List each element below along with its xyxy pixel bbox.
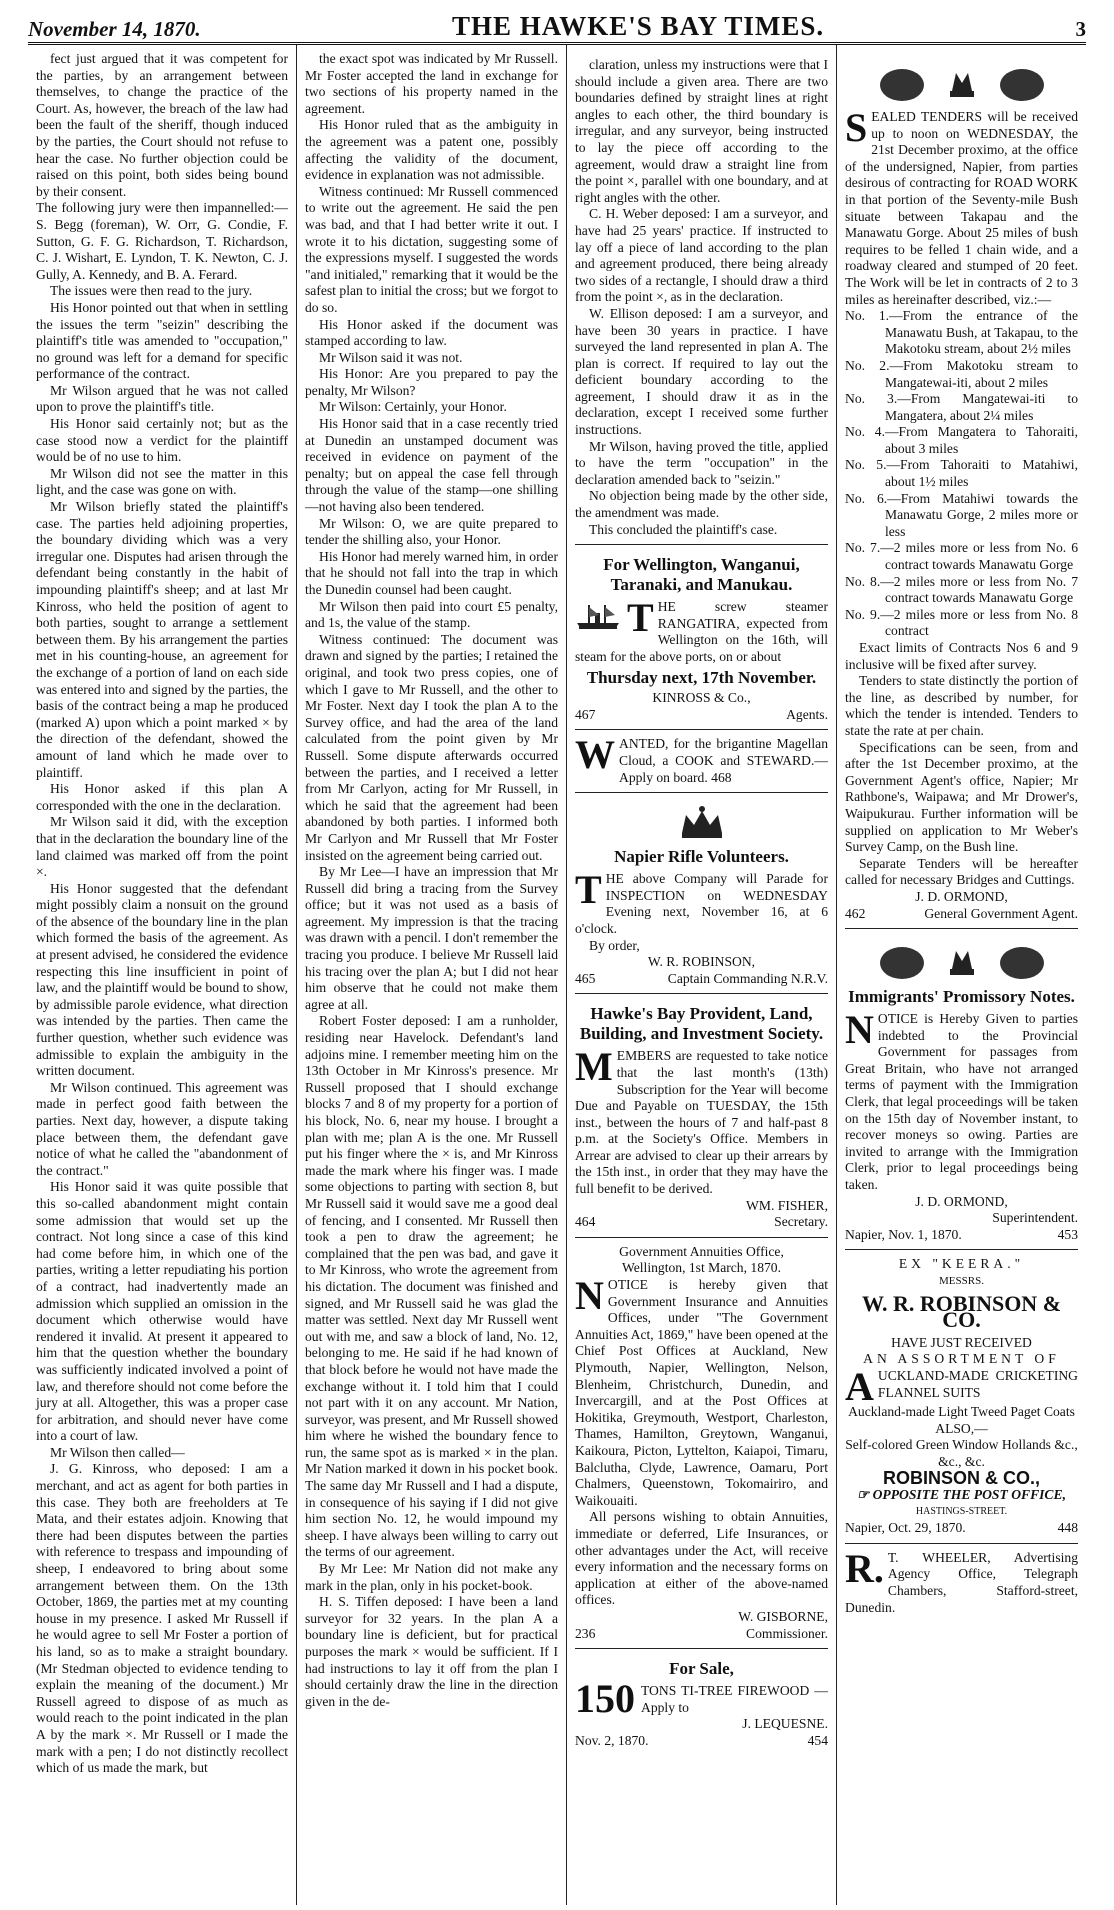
article-paragraph: His Honor: Are you prepared to pay the penalty, Mr Wilson? bbox=[305, 366, 558, 398]
ad-immigrants-notes bbox=[845, 929, 1078, 1250]
ad-heading: EX "KEERA." bbox=[898, 1256, 1025, 1272]
signatory-name: J. D. ORMOND, bbox=[915, 888, 1008, 904]
issue-date: November 14, 1870. bbox=[28, 17, 201, 41]
signatory-name: J. LEQUESNE. bbox=[742, 1716, 828, 1732]
column-4 bbox=[836, 45, 1086, 1905]
article-paragraph: By Mr Lee: Mr Nation did not make any mark in the plan, only in his pocket-book. bbox=[305, 1561, 558, 1593]
steamship-icon bbox=[575, 601, 621, 633]
ad-note: Specifications can be seen, from and after the 1st December proximo, at the Government Agent's office, Napier; Mr Rathbone's, Waipawa; and Mr Drower's, Waipukurau. Further information will be supplied on application to Mr Weber's Survey Camp, on the Bush line. bbox=[845, 739, 1078, 855]
ad-number: 465 bbox=[575, 970, 596, 986]
drop-cap: T bbox=[575, 867, 602, 913]
ad-body: HE screw steamer RANGATIRA, expected from Wellington on the 16th, will steam for the above ports, on or about bbox=[575, 599, 828, 664]
signatory-name: J. D. ORMOND, bbox=[915, 1193, 1008, 1209]
article-paragraph: Mr Wilson continued. This agreement was made in perfect good faith between the parties. Next day, however, a dispute taking place between them, the defendant gave notice of what he called the "abandonment of the contract." bbox=[36, 1079, 288, 1178]
firm-street: HASTINGS-STREET. bbox=[915, 1505, 1008, 1517]
article-paragraph: the exact spot was indicated by Mr Russell. Mr Foster accepted the land in exchange for two sections of his property named in the agreement. bbox=[305, 51, 558, 116]
drop-cap: N bbox=[575, 1273, 604, 1319]
ad-rifle-volunteers bbox=[575, 793, 828, 994]
jury-list: The following jury were then impannelled:—S. Begg (foreman), W. Orr, G. Condie, F. Sutton, G. F. G. Richardson, T. Richardson, C. J. Wishart, E. Lyndon, T. K. Newton, C. J. Gully, A. Kennedy, and B. A. Ferard. bbox=[36, 200, 288, 282]
ad-subheading: AN ASSORTMENT OF bbox=[863, 1351, 1060, 1367]
list-item: No. 6.—From Matahiwi towards the Manawatu Gorge, 2 miles more or less bbox=[845, 490, 1078, 539]
signatory-name: WM. FISHER, bbox=[746, 1197, 828, 1213]
drop-cap: A bbox=[845, 1363, 874, 1409]
list-item: No. 5.—From Tahoraiti to Matahiwi, about 1½ miles bbox=[845, 457, 1078, 490]
signatory-name: W. GISBORNE, bbox=[738, 1608, 828, 1624]
agent-name: KINROSS & Co., bbox=[652, 690, 751, 706]
article-paragraph: Robert Foster deposed: I am a runholder, residing near Havelock. Defendant's land adjoins mine. I remember meeting him on the 13th October in Mr Kinross's presence. Mr Russell proposed that I should exchange blocks 7 and 8 of my property for a portion of his block, No. 6, near my house. I brought a plan with me; plan A is the one. Mr Russell put his finger where the × is, and Mr Kinross made the mark where his finger was. I made some objections to parting with section 8, but Mr Russell said it would save me a good deal of fencing, and I consented. Mr Russell then took a pen to draw the agreement; he complained that the pen was bad, and gave it to Mr Kinross, who wrote the agreement from his dictation. The document was finished and signed, and Mr Russell said he was glad the matter was settled. Next day Mr Russell went out with me, and saw a block of land, No. 12, belonging to me. He said if he had known of that block before he would not have made the exchange without it. I told him that I could not part with it on any account. Mr Nation, surveyor, was present, and Mr Russell showed him where he wished the boundary fence to run, the same spot as is marked × in the plan. Mr Nation marked it down in his pocket book. The same day Mr Russell and I had a dispute, in consequence of his saying if I did not give him section No. 12, he would impound my sheep. I have always been willing to carry out the terms of our agreement. bbox=[305, 1013, 558, 1560]
ad-body: T. WHEELER, Advertising Agency Office, Telegraph Chambers, Stafford-street, Dunedin. bbox=[845, 1549, 1078, 1615]
column-1 bbox=[28, 45, 296, 1905]
article-paragraph: Mr Wilson said it was not. bbox=[319, 349, 463, 365]
article-paragraph: Mr Wilson briefly stated the plaintiff's case. The parties held adjoining properties, the boundary dividing which was a very irregular one. Disputes had arisen through the defendant being constantly in the habit of impounding plaintiff's sheep; and at last Mr Kinross, who held the position of agent to both parties, sought to arrange a settlement between them. By his arrangement the parties met in his counting-house, an agreement for the exchange of a portion of land on each side was entered into and signed by the parties, the basis of the contract being a map he produced (marked A) upon which a point marked × by the direction of the defendant, showed the amount of land which he made over to plaintiff. bbox=[36, 499, 288, 780]
ad-building-society bbox=[575, 994, 828, 1238]
article-paragraph: Mr Wilson did not see the matter in this light, and the case was gone on with. bbox=[36, 465, 288, 498]
article-paragraph: The issues were then read to the jury. bbox=[50, 283, 253, 299]
article-paragraph: fect just argued that it was competent for the parties, by an arrangement between themselves, to change the practice of the Court. As, however, the breach of the law had been the fault of the sheriff, though induced by the parties, the Court should not refuse to hear the case. No further objection could be raised on this point, both sides being bound by their consent. bbox=[36, 51, 288, 199]
ad-number: 448 bbox=[1057, 1520, 1078, 1536]
ad-title: Immigrants' Promissory Notes. bbox=[848, 987, 1075, 1007]
ad-body: ANTED, for the brigantine Magellan Cloud, a COOK and STEWARD.—Apply on board. bbox=[619, 736, 828, 785]
ad-body: All persons wishing to obtain Annuities, immediate or deferred, Life Insurances, or other advantages under the Act, will receive every information and the necessary forms on application at either of the above-named offices. bbox=[575, 1509, 828, 1608]
ad-title: For Wellington, Wanganui, Taranaki, and Manukau. bbox=[603, 555, 800, 595]
signatory-role: Captain Commanding N.R.V. bbox=[667, 970, 828, 986]
messrs: MESSRS. bbox=[939, 1275, 984, 1287]
ad-body: Self-colored Green Window Hollands &c., &c., &c. bbox=[845, 1437, 1078, 1469]
firm-name: W. R. ROBINSON & CO. bbox=[861, 1290, 1062, 1333]
ad-wheeler bbox=[845, 1544, 1078, 1622]
ad-number: 236 bbox=[575, 1625, 596, 1641]
article-paragraph: C. H. Weber deposed: I am a surveyor, and have had 25 years' practice. If instructed to lay off a piece of land according to the plan and agreement produced, there being already two sides of a rectangle, I should draw a third from the point ×, as in the declaration. bbox=[575, 206, 828, 305]
ad-body: EALED TENDERS will be received up to noon on WEDNESDAY, the 21st December proximo, at the office of the undersigned, Napier, from parties desirous of contracting for ROAD WORK in that portion of the Seventy-mile Bush situate between Takapau and the Manawatu Gorge. About 25 miles of bush requires to be felled 1 chain wide, and a roadway cleared and stumped of 20 feet. The Work will be let in contracts of 2 to 3 miles as hereinafter described, viz.:— bbox=[845, 109, 1078, 307]
list-item: No. 4.—From Mangatera to Tahoraiti, about 3 miles bbox=[845, 424, 1078, 456]
column-3 bbox=[566, 45, 836, 1905]
article-paragraph: By Mr Lee—I have an impression that Mr Russell did bring a tracing from the Survey office; but it was not used as a basis of agreement. My impression is that the tracing was drawn with a pencil. I don't remember the tracing you produce. I believe Mr Russell laid his tracing over the plan A; but I did not hear him observe that he could not make them agree at all. bbox=[305, 864, 558, 1012]
page-number: 3 bbox=[1075, 17, 1086, 41]
agent-role: Agents. bbox=[786, 706, 828, 722]
ad-note: Tenders to state distinctly the portion of the line, as described by number, for which the tender is intended. Tenders to state the rate at per chain. bbox=[845, 673, 1078, 738]
ad-note: Separate Tenders will be hereafter called for necessary Bridges and Cuttings. bbox=[845, 855, 1078, 888]
signatory-role: Secretary. bbox=[774, 1214, 828, 1230]
ad-body: EMBERS are requested to take notice that the last month's (13th) Subscription for the Year will become Due and Payable on TUESDAY, the 15th inst., between the hours of 7 and half-past 8 p.m. at the Society's Office. Members in Arrear are advised to clear up their arrears by the 15th inst., in order that they may have the full benefit to be derived. bbox=[575, 1048, 828, 1197]
list-item: No. 1.—From the entrance of the Manawatu Bush, at Takapau, to the Makotoku stream, about 2½ miles bbox=[845, 308, 1078, 357]
ad-robinson-cricketing bbox=[845, 1250, 1078, 1543]
coat-of-arms-icon bbox=[862, 939, 1062, 983]
ad-number: 467 bbox=[575, 706, 596, 722]
article-paragraph: His Honor said that in a case recently tried at Dunedin an unstamped document was received in evidence on payment of the penalty; but on appeal the case fell through through the value of the stamp—one shilling—not having also been tendered. bbox=[305, 416, 558, 515]
ad-date: Nov. 2, 1870. bbox=[575, 1732, 649, 1748]
drop-cap: R. bbox=[845, 1545, 884, 1591]
ad-title: Hawke's Bay Provident, Land, Building, and Investment Society. bbox=[579, 1004, 824, 1044]
coat-of-arms-icon bbox=[862, 61, 1062, 105]
list-item: No. 2.—From Makotoku stream to Mangatewai-iti, about 2 miles bbox=[845, 357, 1078, 390]
ad-number: 464 bbox=[575, 1214, 596, 1230]
ad-wellington-steamer bbox=[575, 545, 828, 730]
drop-cap: W bbox=[575, 732, 615, 778]
ad-road-tenders bbox=[845, 51, 1078, 929]
ad-wanted bbox=[575, 730, 828, 793]
article-paragraph: His Honor pointed out that when in settling the issues the term "seizin" describing the plaintiff's title was amended to "occupation," no ground was left for a demand for specific performance of the contract. bbox=[36, 299, 288, 382]
article-paragraph: No objection being made by the other side, the amendment was made. bbox=[575, 488, 828, 521]
contract-list bbox=[845, 308, 1078, 640]
signatory-role: General Government Agent. bbox=[924, 905, 1078, 921]
article-end bbox=[575, 51, 828, 545]
ad-number: 468 bbox=[711, 769, 732, 785]
drop-cap: N bbox=[845, 1007, 874, 1053]
ad-body: Auckland-made Light Tweed Paget Coats bbox=[848, 1403, 1075, 1419]
column-2 bbox=[296, 45, 566, 1905]
article-paragraph: His Honor asked if this plan A corresponded with the one in the declaration. bbox=[36, 781, 288, 813]
article-paragraph: W. Ellison deposed: I am a surveyor, and have been 30 years in practice. I have surveyed the land represented in plan A. The plan is correct. If required to lay out the deficient boundary according to the agreement, I should draw it as in the declaration, except I received some further instructions. bbox=[575, 305, 828, 438]
drop-cap: M bbox=[575, 1044, 613, 1090]
article-paragraph: His Honor said certainly not; but as the case stood now a verdict for the plaintiff would be of no use to him. bbox=[36, 416, 288, 465]
crown-emblem-icon bbox=[672, 803, 732, 843]
drop-cap: T bbox=[627, 595, 654, 641]
article-paragraph: This concluded the plaintiff's case. bbox=[589, 521, 778, 537]
ad-note: Exact limits of Contracts Nos 6 and 9 inclusive will be fixed after survey. bbox=[845, 640, 1078, 672]
ad-body: OTICE is Hereby Given to parties indebted to the Provincial Government for passages from Great Britain, who have not arranged terms of payment with the Immigration Clerk, that legal proceedings will be taken on the 15th day of November instant, to recover moneys so owing. Parties are invited to arrange with the Immigration Clerk, prior to legal proceedings being taken. bbox=[845, 1011, 1078, 1193]
firm-name: ROBINSON & CO., bbox=[882, 1468, 1040, 1489]
article-paragraph: claration, unless my instructions were that I should include a given area. There are two boundaries defined by straight lines at right angles to each other, the third boundary is irregular, and any surveyor, being instructed to lay the piece off according to the agreement, would draw a straight line from the point ×, parallel with one boundary, and at right angles with the other. bbox=[575, 57, 828, 205]
article-paragraph: Mr Wilson argued that he was not called upon to prove the plaintiff's title. bbox=[36, 382, 288, 415]
ad-date: Napier, Nov. 1, 1870. bbox=[845, 1226, 962, 1242]
masthead bbox=[28, 8, 1086, 45]
article-paragraph: His Honor asked if the document was stamped according to law. bbox=[305, 316, 558, 349]
article-paragraph: His Honor ruled that as the ambiguity in the agreement was a patent one, possibly affecting the validity of the document, evidence in explanation was not admissible. bbox=[305, 117, 558, 183]
ad-body: UCKLAND-MADE CRICKETING FLANNEL SUITS bbox=[877, 1367, 1078, 1400]
article-paragraph: His Honor had merely warned him, in order that he should not fall into the trap in which the Dunedin counsel had been caught. bbox=[305, 548, 558, 597]
article-paragraph: His Honor said it was quite possible that this so-called abandonment might contain some admission that would set up the contract. Not long since a case of this kind had come before him, in which one of the parties, writing a letter repudiating his portion of a contract, had inadvertently made an admission which supplied an omission in the document which otherwise would have rendered it invalid. At present it appeared to him that the question whether the boundary was sufficiently indicated involved a point of law, and therefore should not come before the jury at all. Altogether, this was a proper case for arbitration, and should never have come into a court of law. bbox=[36, 1179, 288, 1444]
ad-number: 454 bbox=[807, 1732, 828, 1748]
article-paragraph: Mr Wilson: O, we are quite prepared to tender the shilling also, your Honor. bbox=[305, 515, 558, 548]
by-order: By order, bbox=[589, 937, 640, 953]
list-item: No. 7.—2 miles more or less from No. 6 contract towards Manawatu Gorge bbox=[845, 540, 1078, 573]
ad-number: 453 bbox=[1057, 1226, 1078, 1242]
list-item: No. 9.—2 miles more or less from No. 8 contract bbox=[845, 606, 1078, 639]
ad-title: For Sale, bbox=[669, 1659, 734, 1679]
ad-firewood-sale bbox=[575, 1649, 828, 1755]
list-item: No. 3.—From Mangatewai-iti to Mangatera, about 2¼ miles bbox=[845, 391, 1078, 423]
article-paragraph: His Honor suggested that the defendant might possibly claim a nonsuit on the ground of the absence of the boundary line in the plan which formed the basis of the agreement. As at present advised, he considered the evidence respecting this line insufficient in point of law, and the plaintiff would be bound to show, by admissible parole evidence, what direction was intended by the parties. Then came the further question, whether such evidence was admissible to explain the ambiguity in the written document. bbox=[36, 880, 288, 1079]
article-paragraph: H. S. Tiffen deposed: I have been a land surveyor for 32 years. In the plan A a boundary line is deficient, but for practical purposes the mark × would be sufficient. If I had instructions to lay it off from the plan I should certainly draw the line in the direction given in the de- bbox=[305, 1594, 558, 1709]
pointing-hand-icon: ☞ bbox=[857, 1486, 873, 1502]
ad-heading: Wellington, 1st March, 1870. bbox=[622, 1260, 781, 1276]
ad-body: OTICE is hereby given that Government Insurance and Annuities Offices, under "The Government Annuities Act, 1869," have been opened at the Chief Post Offices at Auckland, New Plymouth, Napier, Wellington, Nelson, Blenheim, Christchurch, Dunedin, and Invercargill, and at the Post Offices at Hokitika, Greymouth, Westport, Charleston, Thames, Hamilton, Greytown, Wanganui, Kaikoura, Picton, Lyttelton, Kaiapoi, Timaru, Balclutha, Clyde, Lawrence, Oamaru, Port Chalmers, Queenstown, Tokomairiro, and Waikouaiti. bbox=[575, 1277, 828, 1508]
signatory-name: W. R. ROBINSON, bbox=[647, 954, 756, 970]
ad-body: ALSO,— bbox=[935, 1420, 988, 1436]
ad-heading: Government Annuities Office, bbox=[619, 1243, 784, 1259]
article-paragraph: Mr Wilson: Certainly, your Honor. bbox=[319, 399, 507, 415]
signatory-role: Superintendent. bbox=[992, 1210, 1078, 1226]
ad-date: Napier, Oct. 29, 1870. bbox=[845, 1520, 966, 1536]
article-paragraph: Witness continued: Mr Russell commenced to write out the agreement. He said the pen was bad, and that I had better write it out. I wrote it to his dictation, suggesting some of the expressions myself. I suggested the words "and initialed," remarking that it would be the safest plan to initial the cross; but we forgot to do so. bbox=[305, 183, 558, 315]
sailing-date: Thursday next, 17th November. bbox=[586, 667, 817, 687]
firm-address: OPPOSITE THE POST OFFICE, bbox=[872, 1486, 1066, 1502]
ad-number: 462 bbox=[845, 905, 866, 921]
ad-subheading: HAVE JUST RECEIVED bbox=[891, 1334, 1032, 1350]
article-paragraph: Mr Wilson then called— bbox=[50, 1444, 185, 1460]
article-paragraph: Mr Wilson then paid into court £5 penalty, and 1s, the value of the stamp. bbox=[305, 598, 558, 631]
article-paragraph: Mr Wilson, having proved the title, applied to have the term "occupation" in the declaration amended back to "seizin." bbox=[575, 438, 828, 487]
article-paragraph: Mr Wilson said it did, with the exception that in the declaration the boundary line of the land claimed was marked off from the point ×. bbox=[36, 814, 288, 880]
article-paragraph: Witness continued: The document was drawn and signed by the parties; I retained the original, and took two press copies, one of which I gave to Mr Russell, and the other to Mr Foster. Next day I took the plan A to the Survey office, and had the area of the land calculated from the point given by Mr Russell. Some dispute afterwards occurred between the parties, and I received a letter from Mr Carlyon, acting for Mr Russell, in which he said that the agreement had been abandoned by both parties. I informed both Mr Carlyon and Mr Russell that Mr Foster insisted on the agreement being carried out. bbox=[305, 631, 558, 863]
list-item: No. 8.—2 miles more or less from No. 7 contract towards Manawatu Gorge bbox=[845, 573, 1078, 606]
article-paragraph: J. G. Kinross, who deposed: I am a merchant, and act as agent for both parties in this case. They both are freeholders at Te Mata, and their estates adjoin. Knowing that there had been disputes between the parties with reference to trespass and impounding of sheep, I endeavored to bring about some arrangement between them. On the 13th October, 1869, the parties met at my counting house in my presence. I asked Mr Russell if he would agree to sell Mr Foster a portion of his land, so as to make a straight boundary. (Mr Stedman objected to evidence tending to explain the meaning of the document.) Mr Russell agreed to dispose of as much as would reach to the point indicated in the plan A by the mark ×. Mr Russell or I made the mark with a pen; I do not distinctly recollect which of us made the mark, but bbox=[36, 1461, 288, 1776]
columns bbox=[28, 45, 1086, 1905]
ad-annuities bbox=[575, 1238, 828, 1649]
ad-body: TONS TI-TREE FIREWOOD —Apply to bbox=[641, 1683, 828, 1715]
quantity: 150 bbox=[575, 1676, 635, 1722]
ad-body: HE above Company will Parade for INSPECTION on WEDNESDAY Evening next, November 16, at 6 o'clock. bbox=[575, 871, 828, 936]
newspaper-title: THE HAWKE'S BAY TIMES. bbox=[452, 11, 825, 41]
ad-title: Napier Rifle Volunteers. bbox=[614, 847, 789, 867]
drop-cap: S bbox=[845, 105, 868, 150]
signatory-role: Commissioner. bbox=[746, 1625, 828, 1641]
